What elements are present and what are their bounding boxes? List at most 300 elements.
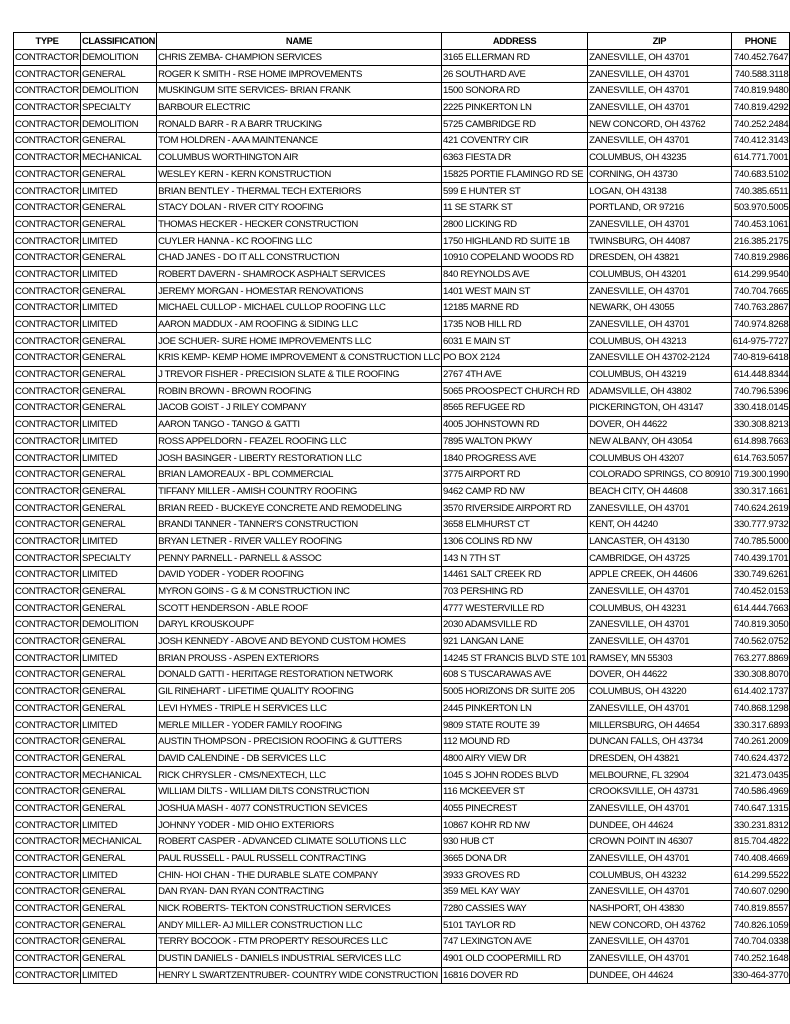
cell-phone: 740.261.2009 — [731, 733, 790, 750]
cell-type: CONTRACTOR — [14, 533, 81, 550]
cell-address: 1750 HIGHLAND RD SUITE 1B — [442, 233, 588, 250]
cell-name: BRIAN LAMOREAUX - BPL COMMERCIAL — [157, 466, 442, 483]
cell-name: MICHAEL CULLOP - MICHAEL CULLOP ROOFING LLC — [157, 300, 442, 317]
table-row — [14, 350, 790, 367]
cell-name: WILLIAM DILTS - WILLIAM DILTS CONSTRUCTION — [157, 783, 442, 800]
cell-address: 7895 WALTON PKWY — [442, 433, 588, 450]
cell-phone: 216.385.2175 — [731, 233, 790, 250]
cell-classification: GENERAL — [81, 583, 157, 600]
cell-zip: RAMSEY, MN 55303 — [588, 650, 732, 667]
cell-phone: 330.777.9732 — [731, 516, 790, 533]
cell-name: DAN RYAN- DAN RYAN CONTRACTING — [157, 884, 442, 901]
table-row — [14, 466, 790, 483]
cell-zip: COLUMBUS, OH 43235 — [588, 149, 732, 166]
cell-zip: LOGAN, OH 43138 — [588, 183, 732, 200]
cell-classification: SPECIALTY — [81, 550, 157, 567]
cell-address: 4777 WESTERVILLE RD — [442, 600, 588, 617]
cell-type: CONTRACTOR — [14, 633, 81, 650]
cell-classification: LIMITED — [81, 300, 157, 317]
table-row — [14, 667, 790, 684]
cell-zip: DOVER, OH 44622 — [588, 416, 732, 433]
cell-address: 8565 REFUGEE RD — [442, 400, 588, 417]
cell-classification: GENERAL — [81, 249, 157, 266]
table-row — [14, 583, 790, 600]
cell-name: JOSH KENNEDY - ABOVE AND BEYOND CUSTOM HOMES — [157, 633, 442, 650]
table-row — [14, 233, 790, 250]
cell-zip: COLUMBUS, OH 43232 — [588, 867, 732, 884]
cell-type: CONTRACTOR — [14, 233, 81, 250]
cell-name: BRIAN PROUSS - ASPEN EXTERIORS — [157, 650, 442, 667]
cell-classification: GENERAL — [81, 700, 157, 717]
cell-name: KRIS KEMP- KEMP HOME IMPROVEMENT & CONSTRUCTION LLC — [157, 350, 442, 367]
cell-address: 10910 COPELAND WOODS RD — [442, 249, 588, 266]
cell-classification: GENERAL — [81, 934, 157, 951]
cell-type: CONTRACTOR — [14, 783, 81, 800]
table-row — [14, 967, 790, 984]
cell-name: MERLE MILLER - YODER FAMILY ROOFING — [157, 717, 442, 734]
cell-classification: GENERAL — [81, 783, 157, 800]
cell-name: TIFFANY MILLER - AMISH COUNTRY ROOFING — [157, 483, 442, 500]
cell-zip: DUNDEE, OH 44624 — [588, 817, 732, 834]
cell-phone: 740.647.1315 — [731, 800, 790, 817]
header-name: NAME — [157, 33, 442, 50]
table-row — [14, 834, 790, 851]
cell-zip: PORTLAND, OR 97216 — [588, 199, 732, 216]
cell-classification: GENERAL — [81, 850, 157, 867]
cell-zip: PICKERINGTON, OH 43147 — [588, 400, 732, 417]
cell-classification: GENERAL — [81, 800, 157, 817]
cell-phone: 614.771.7001 — [731, 149, 790, 166]
cell-phone: 740.385.6511 — [731, 183, 790, 200]
cell-type: CONTRACTOR — [14, 266, 81, 283]
cell-type: CONTRACTOR — [14, 767, 81, 784]
cell-name: MYRON GOINS - G & M CONSTRUCTION INC — [157, 583, 442, 600]
cell-type: CONTRACTOR — [14, 300, 81, 317]
header-row — [14, 33, 790, 50]
cell-type: CONTRACTOR — [14, 583, 81, 600]
header-zip: ZIP — [588, 33, 732, 50]
cell-address: 6031 E MAIN ST — [442, 333, 588, 350]
cell-address: 1500 SONORA RD — [442, 83, 588, 100]
table-row — [14, 66, 790, 83]
cell-zip: NEW ALBANY, OH 43054 — [588, 433, 732, 450]
cell-name: WESLEY KERN - KERN KONSTRUCTION — [157, 166, 442, 183]
cell-zip: MELBOURNE, FL 32904 — [588, 767, 732, 784]
cell-zip: DRESDEN, OH 43821 — [588, 750, 732, 767]
cell-zip: COLUMBUS, OH 43220 — [588, 683, 732, 700]
cell-phone: 740.624.2619 — [731, 500, 790, 517]
cell-zip: COLUMBUS, OH 43219 — [588, 366, 732, 383]
cell-phone: 740.452.0153 — [731, 583, 790, 600]
cell-address: 421 COVENTRY CIR — [442, 133, 588, 150]
cell-type: CONTRACTOR — [14, 383, 81, 400]
cell-classification: GENERAL — [81, 900, 157, 917]
cell-zip: CROWN POINT IN 46307 — [588, 834, 732, 851]
cell-type: CONTRACTOR — [14, 249, 81, 266]
cell-classification: GENERAL — [81, 884, 157, 901]
cell-address: 10867 KOHR RD NW — [442, 817, 588, 834]
table-body — [14, 49, 790, 984]
table-row — [14, 49, 790, 66]
cell-phone: 740.412.3143 — [731, 133, 790, 150]
cell-type: CONTRACTOR — [14, 667, 81, 684]
cell-phone: 740.704.7665 — [731, 283, 790, 300]
cell-address: 1045 S JOHN RODES BLVD — [442, 767, 588, 784]
cell-zip: DUNCAN FALLS, OH 43734 — [588, 733, 732, 750]
cell-classification: GENERAL — [81, 500, 157, 517]
cell-phone: 330-464-3770 — [731, 967, 790, 984]
cell-type: CONTRACTOR — [14, 550, 81, 567]
cell-classification: MECHANICAL — [81, 149, 157, 166]
cell-address: 2225 PINKERTON LN — [442, 99, 588, 116]
cell-type: CONTRACTOR — [14, 350, 81, 367]
cell-name: HENRY L SWARTZENTRUBER- COUNTRY WIDE CONSTRUCTION — [157, 967, 442, 984]
cell-zip: ZANESVILLE, OH 43701 — [588, 800, 732, 817]
cell-zip: ZANESVILLE, OH 43701 — [588, 49, 732, 66]
cell-zip: ZANESVILLE, OH 43701 — [588, 500, 732, 517]
cell-address: 5101 TAYLOR RD — [442, 917, 588, 934]
cell-zip: ZANESVILLE, OH 43701 — [588, 700, 732, 717]
cell-name: NICK ROBERTS- TEKTON CONSTRUCTION SERVICES — [157, 900, 442, 917]
cell-zip: ZANESVILLE, OH 43701 — [588, 934, 732, 951]
cell-address: 3665 DONA DR — [442, 850, 588, 867]
table-row — [14, 934, 790, 951]
cell-type: CONTRACTOR — [14, 733, 81, 750]
table-row — [14, 500, 790, 517]
cell-zip: CAMBRIDGE, OH 43725 — [588, 550, 732, 567]
cell-classification: GENERAL — [81, 516, 157, 533]
table-row — [14, 249, 790, 266]
cell-phone: 740.819.8557 — [731, 900, 790, 917]
cell-classification: GENERAL — [81, 333, 157, 350]
cell-type: CONTRACTOR — [14, 683, 81, 700]
cell-classification: LIMITED — [81, 316, 157, 333]
cell-classification: GENERAL — [81, 383, 157, 400]
cell-zip: CORNING, OH 43730 — [588, 166, 732, 183]
cell-classification: LIMITED — [81, 533, 157, 550]
cell-type: CONTRACTOR — [14, 617, 81, 634]
cell-classification: GENERAL — [81, 733, 157, 750]
cell-type: CONTRACTOR — [14, 700, 81, 717]
cell-address: 1401 WEST MAIN ST — [442, 283, 588, 300]
cell-zip: DUNDEE, OH 44624 — [588, 967, 732, 984]
cell-address: 5725 CAMBRIDGE RD — [442, 116, 588, 133]
cell-classification: LIMITED — [81, 183, 157, 200]
table-row — [14, 750, 790, 767]
header-type: TYPE — [14, 33, 81, 50]
cell-phone: 321.473.0435 — [731, 767, 790, 784]
cell-type: CONTRACTOR — [14, 450, 81, 467]
cell-address: 840 REYNOLDS AVE — [442, 266, 588, 283]
cell-address: 921 LANGAN LANE — [442, 633, 588, 650]
cell-zip: ZANESVILLE, OH 43701 — [588, 316, 732, 333]
cell-name: ROBERT DAVERN - SHAMROCK ASPHALT SERVICES — [157, 266, 442, 283]
cell-phone: 763.277.8869 — [731, 650, 790, 667]
table-row — [14, 800, 790, 817]
cell-phone: 740.252.2484 — [731, 116, 790, 133]
cell-phone: 740.252.1648 — [731, 950, 790, 967]
cell-phone: 614.898.7663 — [731, 433, 790, 450]
cell-type: CONTRACTOR — [14, 967, 81, 984]
cell-classification: DEMOLITION — [81, 49, 157, 66]
cell-name: RICK CHRYSLER - CMS/NEXTECH, LLC — [157, 767, 442, 784]
cell-phone: 815.704.4822 — [731, 834, 790, 851]
cell-address: 5065 PROOSPECT CHURCH RD — [442, 383, 588, 400]
cell-classification: GENERAL — [81, 667, 157, 684]
cell-zip: DRESDEN, OH 43821 — [588, 249, 732, 266]
cell-phone: 740.624.4372 — [731, 750, 790, 767]
table-row — [14, 867, 790, 884]
cell-name: JOE SCHUER- SURE HOME IMPROVEMENTS LLC — [157, 333, 442, 350]
table-row — [14, 199, 790, 216]
cell-name: DONALD GATTI - HERITAGE RESTORATION NETWORK — [157, 667, 442, 684]
cell-phone: 614.444.7663 — [731, 600, 790, 617]
cell-classification: DEMOLITION — [81, 617, 157, 634]
cell-classification: LIMITED — [81, 433, 157, 450]
cell-classification: GENERAL — [81, 483, 157, 500]
cell-type: CONTRACTOR — [14, 800, 81, 817]
cell-classification: GENERAL — [81, 199, 157, 216]
header-phone: PHONE — [731, 33, 790, 50]
table-row — [14, 266, 790, 283]
cell-zip: ZANESVILLE, OH 43701 — [588, 66, 732, 83]
cell-type: CONTRACTOR — [14, 366, 81, 383]
cell-zip: ZANESVILLE, OH 43701 — [588, 884, 732, 901]
cell-name: JOSH BASINGER - LIBERTY RESTORATION LLC — [157, 450, 442, 467]
cell-name: RONALD BARR - R A BARR TRUCKING — [157, 116, 442, 133]
cell-address: 3933 GROVES RD — [442, 867, 588, 884]
table-row — [14, 567, 790, 584]
cell-type: CONTRACTOR — [14, 433, 81, 450]
cell-phone: 740.819.4292 — [731, 99, 790, 116]
cell-address: 116 MCKEEVER ST — [442, 783, 588, 800]
cell-name: JOHNNY YODER - MID OHIO EXTERIORS — [157, 817, 442, 834]
cell-address: 1735 NOB HILL RD — [442, 316, 588, 333]
cell-name: DUSTIN DANIELS - DANIELS INDUSTRIAL SERVICES LLC — [157, 950, 442, 967]
cell-phone: 330.749.6261 — [731, 567, 790, 584]
cell-classification: GENERAL — [81, 400, 157, 417]
cell-classification: LIMITED — [81, 266, 157, 283]
cell-type: CONTRACTOR — [14, 183, 81, 200]
cell-phone: 740.974.8268 — [731, 316, 790, 333]
cell-type: CONTRACTOR — [14, 466, 81, 483]
cell-phone: 740.826.1059 — [731, 917, 790, 934]
cell-name: AUSTIN THOMPSON - PRECISION ROOFING & GUTTERS — [157, 733, 442, 750]
table-row — [14, 149, 790, 166]
cell-address: 1840 PROGRESS AVE — [442, 450, 588, 467]
table-row — [14, 516, 790, 533]
cell-classification: LIMITED — [81, 817, 157, 834]
cell-name: ROSS APPELDORN - FEAZEL ROOFING LLC — [157, 433, 442, 450]
table-row — [14, 617, 790, 634]
cell-classification: LIMITED — [81, 416, 157, 433]
cell-name: MUSKINGUM SITE SERVICES- BRIAN FRANK — [157, 83, 442, 100]
cell-classification: GENERAL — [81, 366, 157, 383]
cell-type: CONTRACTOR — [14, 416, 81, 433]
cell-classification: LIMITED — [81, 867, 157, 884]
cell-zip: ZANESVILLE, OH 43701 — [588, 283, 732, 300]
cell-type: CONTRACTOR — [14, 934, 81, 951]
cell-name: JOSHUA MASH - 4077 CONSTRUCTION SEVICES — [157, 800, 442, 817]
table-row — [14, 433, 790, 450]
cell-address: 3165 ELLERMAN RD — [442, 49, 588, 66]
cell-classification: GENERAL — [81, 466, 157, 483]
cell-classification: LIMITED — [81, 717, 157, 734]
cell-phone: 614.763.5057 — [731, 450, 790, 467]
cell-address: 9809 STATE ROUTE 39 — [442, 717, 588, 734]
cell-phone: 503.970.5005 — [731, 199, 790, 216]
cell-name: LEVI HYMES - TRIPLE H SERVICES LLC — [157, 700, 442, 717]
cell-classification: DEMOLITION — [81, 116, 157, 133]
cell-zip: NEW CONCORD, OH 43762 — [588, 116, 732, 133]
table-row — [14, 83, 790, 100]
cell-name: SCOTT HENDERSON - ABLE ROOF — [157, 600, 442, 617]
cell-address: 16816 DOVER RD — [442, 967, 588, 984]
cell-zip: COLUMBUS OH 43207 — [588, 450, 732, 467]
cell-type: CONTRACTOR — [14, 149, 81, 166]
cell-zip: ZANESVILLE OH 43702-2124 — [588, 350, 732, 367]
cell-classification: GENERAL — [81, 633, 157, 650]
cell-name: TOM HOLDREN - AAA MAINTENANCE — [157, 133, 442, 150]
table-row — [14, 133, 790, 150]
cell-zip: ZANESVILLE, OH 43701 — [588, 133, 732, 150]
cell-name: AARON TANGO - TANGO & GATTI — [157, 416, 442, 433]
cell-phone: 740.607.0290 — [731, 884, 790, 901]
cell-zip: NEWARK, OH 43055 — [588, 300, 732, 317]
table-row — [14, 600, 790, 617]
cell-address: 112 MOUND RD — [442, 733, 588, 750]
cell-type: CONTRACTOR — [14, 717, 81, 734]
cell-phone: 740-819-6418 — [731, 350, 790, 367]
cell-zip: BEACH CITY, OH 44608 — [588, 483, 732, 500]
cell-phone: 719.300.1990 — [731, 466, 790, 483]
cell-zip: ADAMSVILLE, OH 43802 — [588, 383, 732, 400]
table-row — [14, 333, 790, 350]
table-row — [14, 216, 790, 233]
table-row — [14, 767, 790, 784]
cell-classification: MECHANICAL — [81, 834, 157, 851]
cell-name: AARON MADDUX - AM ROOFING & SIDING LLC — [157, 316, 442, 333]
cell-phone: 614.402.1737 — [731, 683, 790, 700]
table-row — [14, 366, 790, 383]
table-row — [14, 316, 790, 333]
cell-type: CONTRACTOR — [14, 316, 81, 333]
cell-type: CONTRACTOR — [14, 516, 81, 533]
cell-name: BRIAN BENTLEY - THERMAL TECH EXTERIORS — [157, 183, 442, 200]
cell-address: 2767 4TH AVE — [442, 366, 588, 383]
cell-address: 5005 HORIZONS DR SUITE 205 — [442, 683, 588, 700]
cell-name: ROBIN BROWN - BROWN ROOFING — [157, 383, 442, 400]
cell-address: 143 N 7TH ST — [442, 550, 588, 567]
cell-zip: ZANESVILLE, OH 43701 — [588, 583, 732, 600]
cell-name: CUYLER HANNA - KC ROOFING LLC — [157, 233, 442, 250]
cell-phone: 330.317.1661 — [731, 483, 790, 500]
cell-phone: 740.453.1061 — [731, 216, 790, 233]
cell-zip: MILLERSBURG, OH 44654 — [588, 717, 732, 734]
cell-name: PAUL RUSSELL - PAUL RUSSELL CONTRACTING — [157, 850, 442, 867]
cell-name: PENNY PARNELL - PARNELL & ASSOC — [157, 550, 442, 567]
table-row — [14, 283, 790, 300]
cell-name: COLUMBUS WORTHINGTON AIR — [157, 149, 442, 166]
cell-phone: 740.819.2986 — [731, 249, 790, 266]
table-row — [14, 166, 790, 183]
cell-name: JACOB GOIST - J RILEY COMPANY — [157, 400, 442, 417]
contractor-table — [13, 32, 790, 984]
cell-zip: ZANESVILLE, OH 43701 — [588, 216, 732, 233]
cell-address: 6363 FIESTA DR — [442, 149, 588, 166]
cell-address: 608 S TUSCARAWAS AVE — [442, 667, 588, 684]
cell-zip: KENT, OH 44240 — [588, 516, 732, 533]
cell-type: CONTRACTOR — [14, 83, 81, 100]
table-row — [14, 917, 790, 934]
cell-name: BRYAN LETNER - RIVER VALLEY ROOFING — [157, 533, 442, 550]
cell-zip: ZANESVILLE, OH 43701 — [588, 633, 732, 650]
cell-classification: GENERAL — [81, 750, 157, 767]
cell-classification: GENERAL — [81, 216, 157, 233]
cell-phone: 614-975-7727 — [731, 333, 790, 350]
cell-name: BRANDI TANNER - TANNER'S CONSTRUCTION — [157, 516, 442, 533]
cell-type: CONTRACTOR — [14, 333, 81, 350]
header-classification: CLASSIFICATION — [81, 33, 157, 50]
cell-type: CONTRACTOR — [14, 950, 81, 967]
cell-name: STACY DOLAN - RIVER CITY ROOFING — [157, 199, 442, 216]
cell-address: 7280 CASSIES WAY — [442, 900, 588, 917]
cell-phone: 740.562.0752 — [731, 633, 790, 650]
cell-classification: GENERAL — [81, 683, 157, 700]
header-address: ADDRESS — [442, 33, 588, 50]
cell-phone: 740.868.1298 — [731, 700, 790, 717]
cell-address: 3570 RIVERSIDE AIRPORT RD — [442, 500, 588, 517]
cell-type: CONTRACTOR — [14, 216, 81, 233]
table-row — [14, 733, 790, 750]
cell-name: GIL RINEHART - LIFETIME QUALITY ROOFING — [157, 683, 442, 700]
cell-type: CONTRACTOR — [14, 600, 81, 617]
table-row — [14, 700, 790, 717]
cell-type: CONTRACTOR — [14, 917, 81, 934]
cell-type: CONTRACTOR — [14, 133, 81, 150]
table-row — [14, 383, 790, 400]
cell-address: 703 PERSHING RD — [442, 583, 588, 600]
cell-classification: LIMITED — [81, 233, 157, 250]
cell-address: PO BOX 2124 — [442, 350, 588, 367]
cell-name: DARYL KROUSKOUPF — [157, 617, 442, 634]
cell-zip: ZANESVILLE, OH 43701 — [588, 83, 732, 100]
cell-zip: LANCASTER, OH 43130 — [588, 533, 732, 550]
cell-name: CHIN- HOI CHAN - THE DURABLE SLATE COMPANY — [157, 867, 442, 884]
cell-name: CHAD JANES - DO IT ALL CONSTRUCTION — [157, 249, 442, 266]
cell-phone: 740.683.5102 — [731, 166, 790, 183]
table-row — [14, 533, 790, 550]
cell-address: 4005 JOHNSTOWN RD — [442, 416, 588, 433]
cell-type: CONTRACTOR — [14, 49, 81, 66]
cell-classification: MECHANICAL — [81, 767, 157, 784]
cell-address: 4901 OLD COOPERMILL RD — [442, 950, 588, 967]
table-header — [14, 33, 790, 50]
cell-type: CONTRACTOR — [14, 750, 81, 767]
cell-address: 2030 ADAMSVILLE RD — [442, 617, 588, 634]
cell-classification: DEMOLITION — [81, 83, 157, 100]
cell-name: ANDY MILLER- AJ MILLER CONSTRUCTION LLC — [157, 917, 442, 934]
cell-classification: SPECIALTY — [81, 99, 157, 116]
cell-name: DAVID YODER - YODER ROOFING — [157, 567, 442, 584]
table-row — [14, 683, 790, 700]
cell-address: 11 SE STARK ST — [442, 199, 588, 216]
cell-address: 747 LEXINGTON AVE — [442, 934, 588, 951]
cell-phone: 330.418.0145 — [731, 400, 790, 417]
cell-phone: 740.704.0338 — [731, 934, 790, 951]
cell-type: CONTRACTOR — [14, 500, 81, 517]
cell-type: CONTRACTOR — [14, 850, 81, 867]
